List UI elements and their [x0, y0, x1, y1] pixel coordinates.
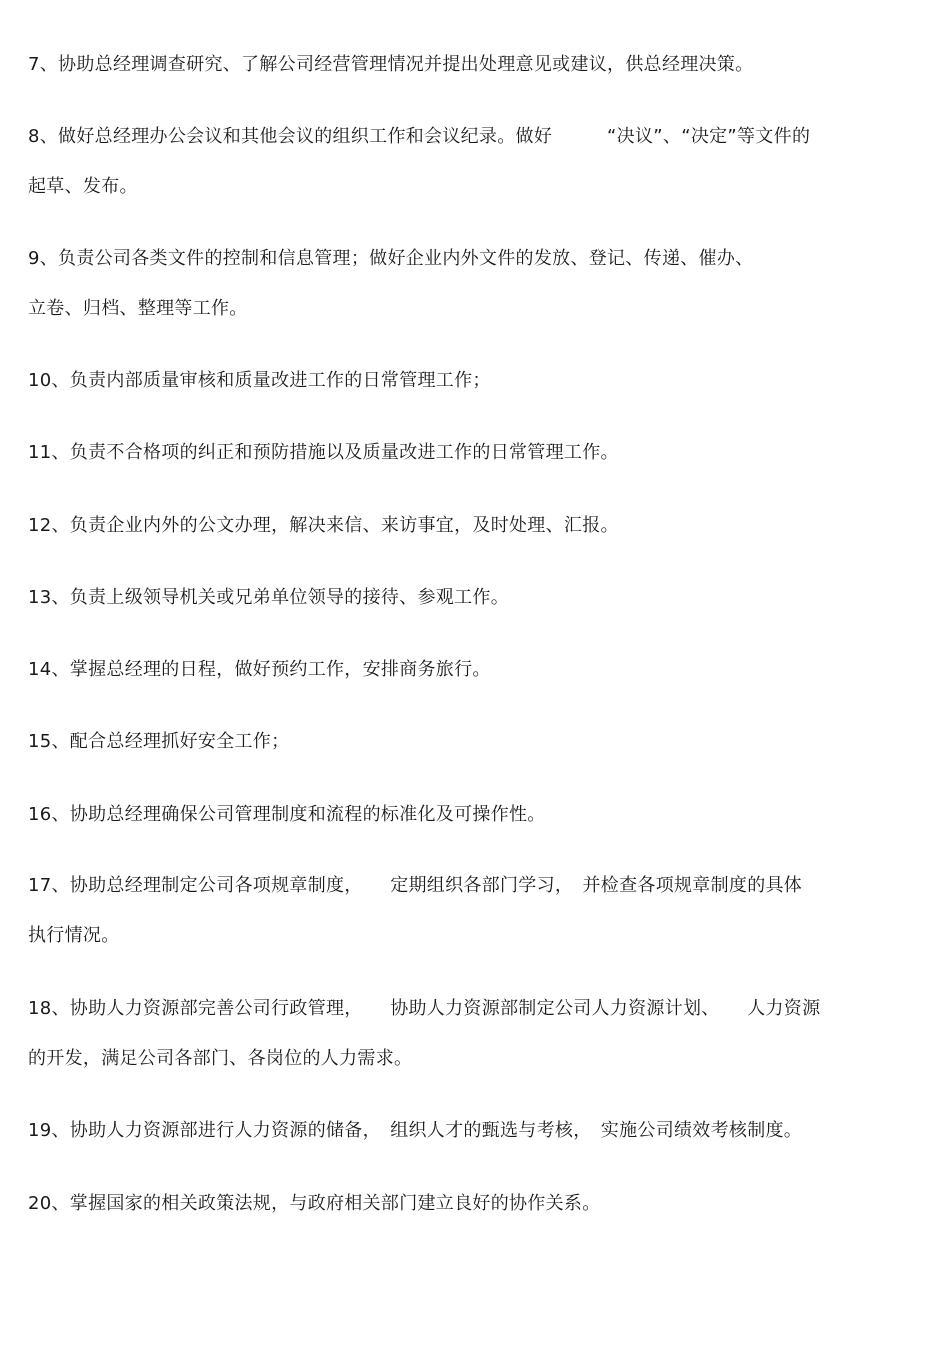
item-line: 15、配合总经理抓好安全工作； — [28, 731, 290, 752]
item-line: 14、掌握总经理的日程，做好预约工作，安排商务旅行。 — [28, 659, 491, 680]
list-item — [28, 717, 916, 767]
list-item — [28, 428, 916, 478]
item-line: 18、协助人力资源部完善公司行政管理， 协助人力资源部制定公司人力资源计划、 人力资源 — [28, 998, 821, 1019]
item-line: 11、负责不合格项的纠正和预防措施以及质量改进工作的日常管理工作。 — [28, 442, 619, 463]
list-item — [28, 861, 916, 961]
list-item — [28, 112, 916, 212]
item-line: 9、负责公司各类文件的控制和信息管理；做好企业内外文件的发放、登记、传递、催办、 — [28, 248, 754, 269]
item-line: 的开发，满足公司各部门、各岗位的人力需求。 — [28, 1048, 413, 1069]
list-item — [28, 501, 916, 551]
list-item — [28, 790, 916, 840]
item-line: 16、协助总经理确保公司管理制度和流程的标准化及可操作性。 — [28, 804, 546, 825]
item-line: 立卷、归档、整理等工作。 — [28, 298, 248, 319]
item-line: 7、协助总经理调查研究、了解公司经营管理情况并提出处理意见或建议，供总经理决策。 — [28, 54, 754, 75]
list-item — [28, 234, 916, 334]
list-item — [28, 356, 916, 406]
item-line: 10、负责内部质量审核和质量改进工作的日常管理工作； — [28, 370, 491, 391]
list-item — [28, 40, 916, 90]
list-item — [28, 1179, 916, 1229]
item-line: 20、掌握国家的相关政策法规，与政府相关部门建立良好的协作关系。 — [28, 1193, 601, 1214]
item-line: 8、做好总经理办公会议和其他会议的组织工作和会议纪录。做好 “决议”、“决定”等文件的 — [28, 126, 811, 147]
item-line: 19、协助人力资源部进行人力资源的储备， 组织人才的甄选与考核， 实施公司绩效考核制度。 — [28, 1120, 803, 1141]
item-line: 12、负责企业内外的公文办理，解决来信、来访事宜，及时处理、汇报。 — [28, 515, 619, 536]
item-line: 执行情况。 — [28, 925, 120, 946]
item-line: 起草、发布。 — [28, 176, 138, 197]
list-item — [28, 1106, 916, 1156]
list-item — [28, 984, 916, 1084]
item-line: 17、协助总经理制定公司各项规章制度， 定期组织各部门学习， 并检查各项规章制度的具体 — [28, 875, 803, 896]
list-item — [28, 573, 916, 623]
item-line: 13、负责上级领导机关或兄弟单位领导的接待、参观工作。 — [28, 587, 510, 608]
list-item — [28, 645, 916, 695]
